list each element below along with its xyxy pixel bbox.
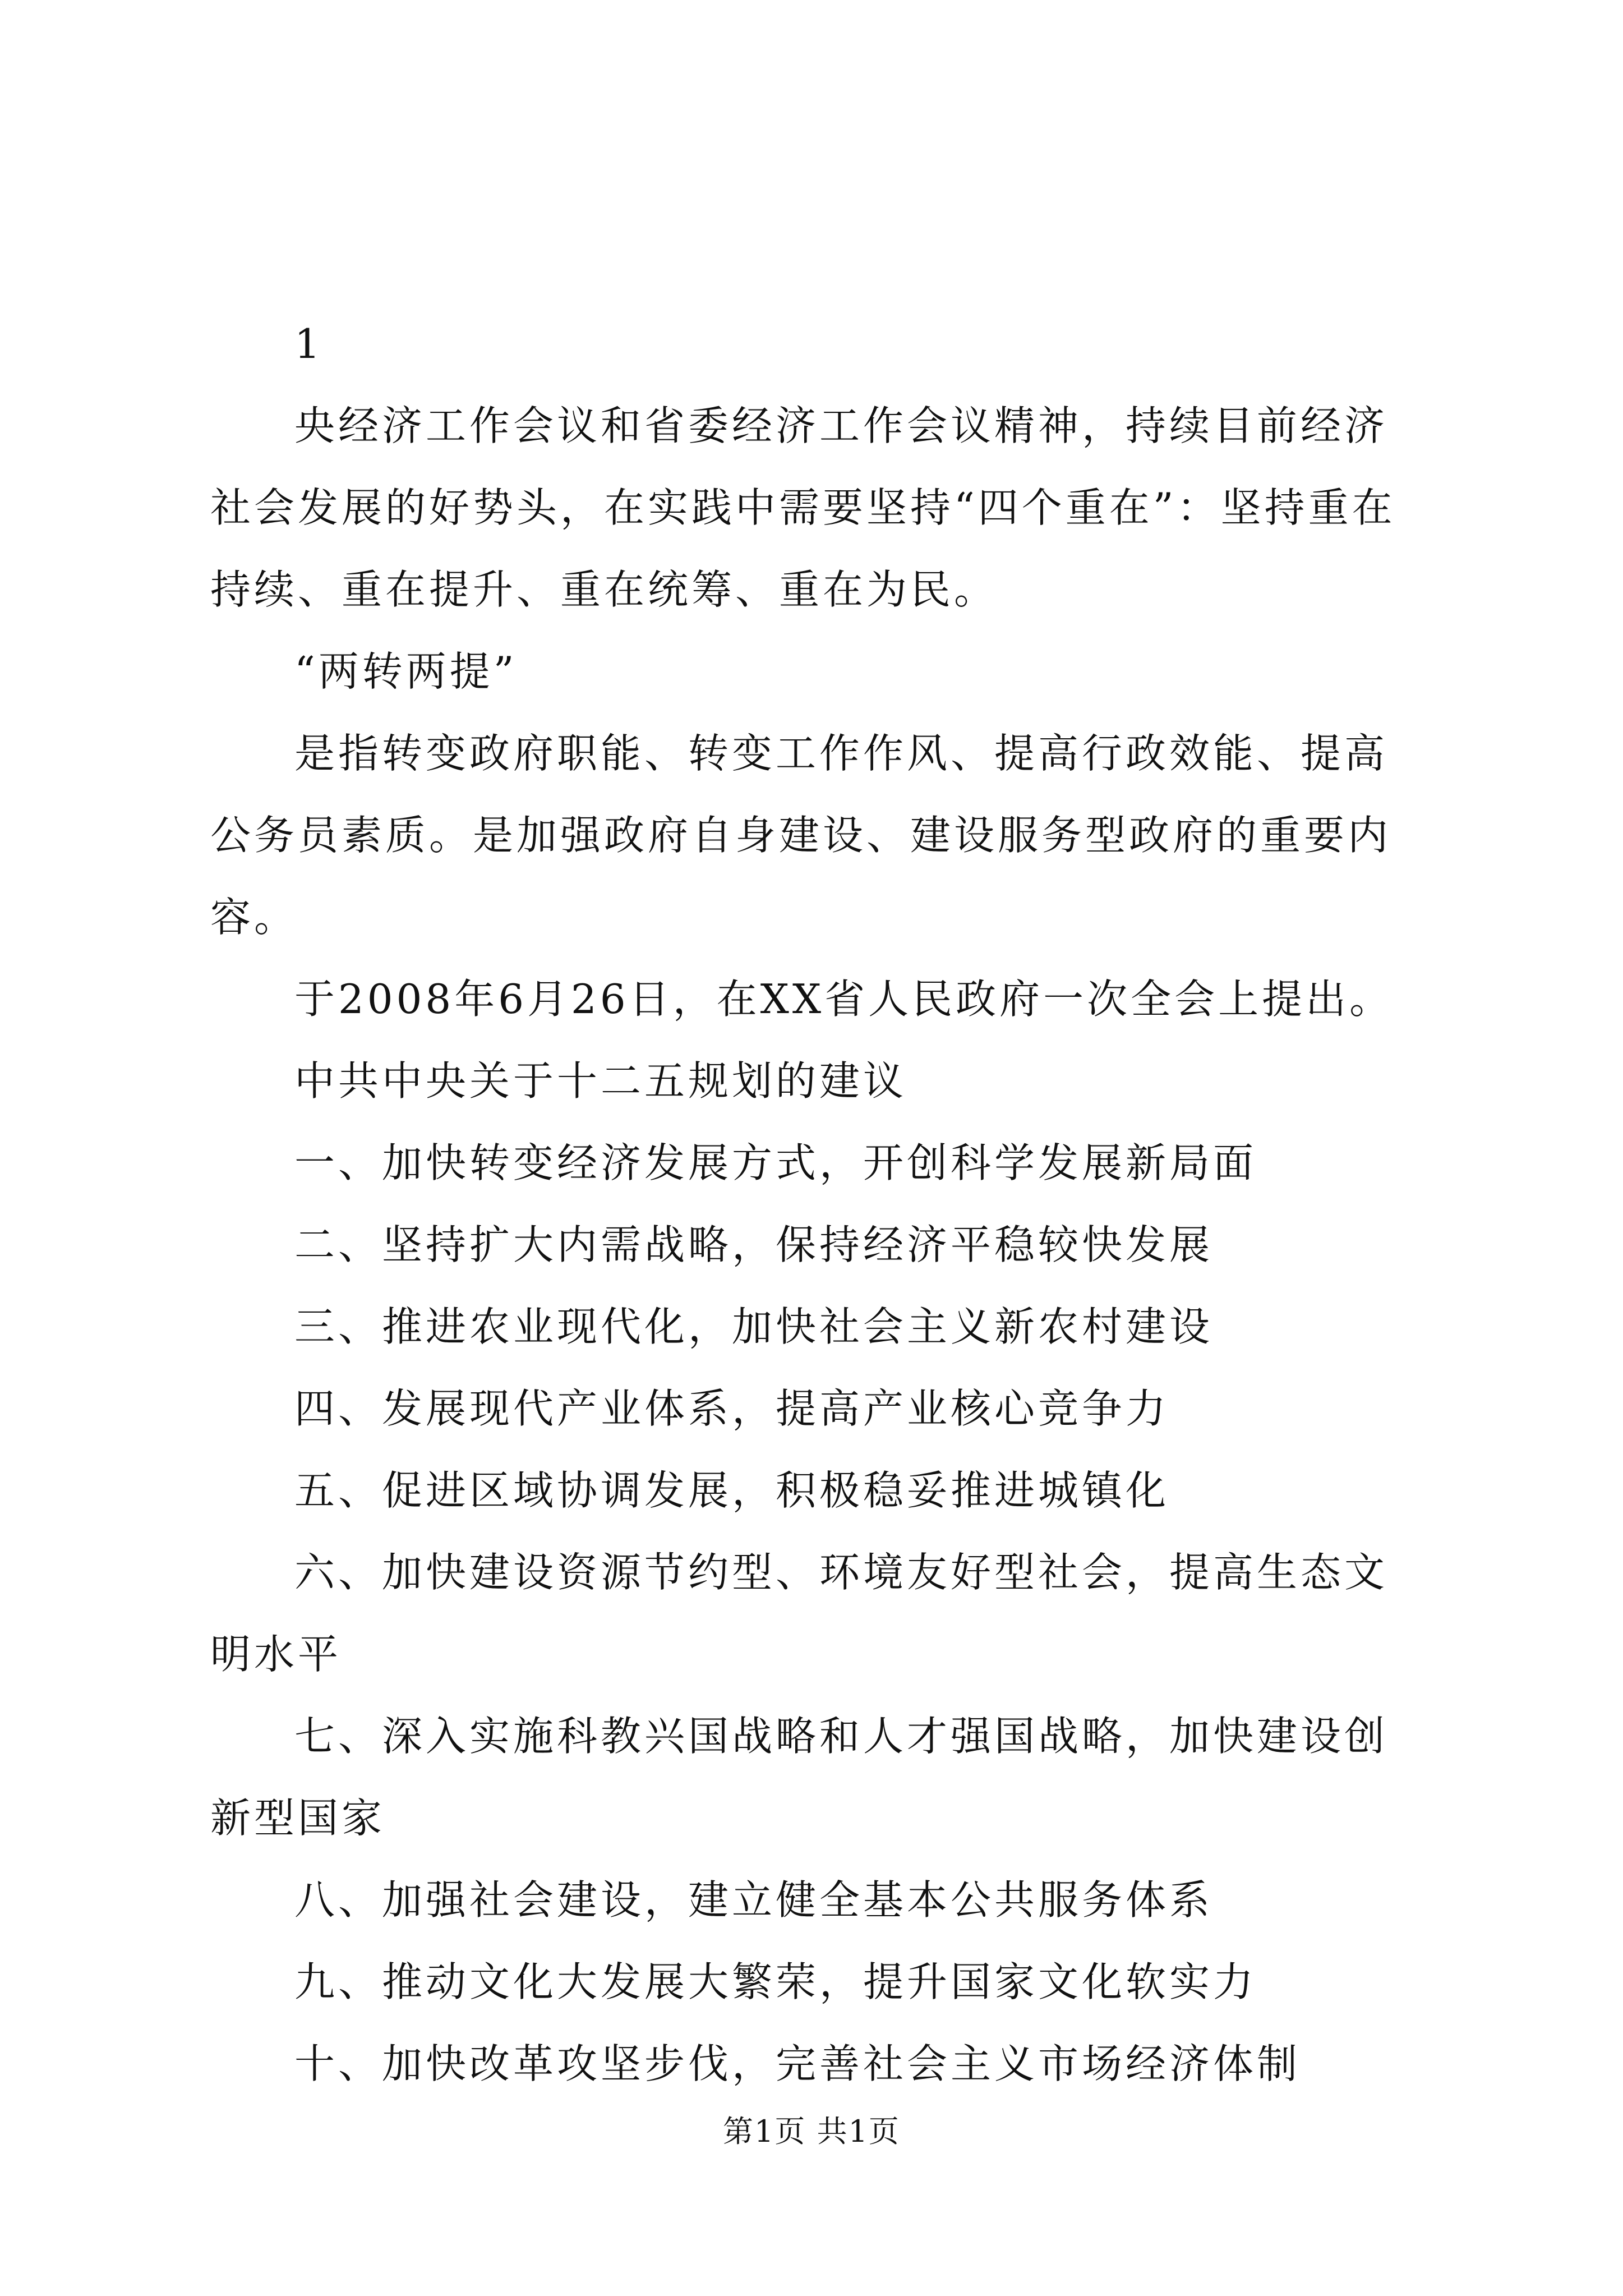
list-item-9: 九、推动文化大发展大繁荣，提升国家文化软实力 (294, 1958, 1257, 2005)
list-item-3: 三、推进农业现代化，加快社会主义新农村建设 (294, 1303, 1214, 1350)
document-body (210, 303, 1422, 2105)
list-item-5: 五、促进区域协调发展，积极稳妥推进城镇化 (294, 1467, 1170, 1514)
paragraph-two-transforms-definition: 是指转变政府职能、转变工作作风、提高行政效能、提高公务员素质。是加强政府自身建设、建设服务型政府的重要内容。 (210, 730, 1392, 941)
list-item-4: 四、发展现代产业体系，提高产业核心竞争力 (294, 1385, 1170, 1432)
list-item-7: 七、深入实施科教兴国战略和人才强国战略，加快建设创新型国家 (210, 1713, 1389, 1842)
list-item-10: 十、加快改革攻坚步伐，完善社会主义市场经济体制 (294, 2040, 1301, 2087)
paragraph-two-transforms-title: “两转两提” (294, 648, 518, 695)
list-item-6: 六、加快建设资源节约型、环境友好型社会，提高生态文明水平 (210, 1549, 1389, 1678)
list-item-1: 一、加快转变经济发展方式，开创科学发展新局面 (294, 1139, 1257, 1186)
list-item-2: 二、坚持扩大内需战略，保持经济平稳较快发展 (294, 1221, 1214, 1268)
paragraph-proposal-date: 于2008年6月26日，在XX省人民政府一次全会上提出。 (294, 976, 1394, 1023)
list-item-8: 八、加强社会建设，建立健全基本公共服务体系 (294, 1876, 1214, 1924)
paragraph-page-number: 1 (294, 320, 324, 367)
paragraph-meeting-spirit: 央经济工作会议和省委经济工作会议精神，持续目前经济社会发展的好势头，在实践中需要坚持“四个重在”：坚持重在持续、重在提升、重在统筹、重在为民。 (210, 402, 1396, 613)
page-footer: 第1页 共1页 (723, 2114, 900, 2149)
paragraph-plan-title: 中共中央关于十二五规划的建议 (294, 1057, 907, 1105)
